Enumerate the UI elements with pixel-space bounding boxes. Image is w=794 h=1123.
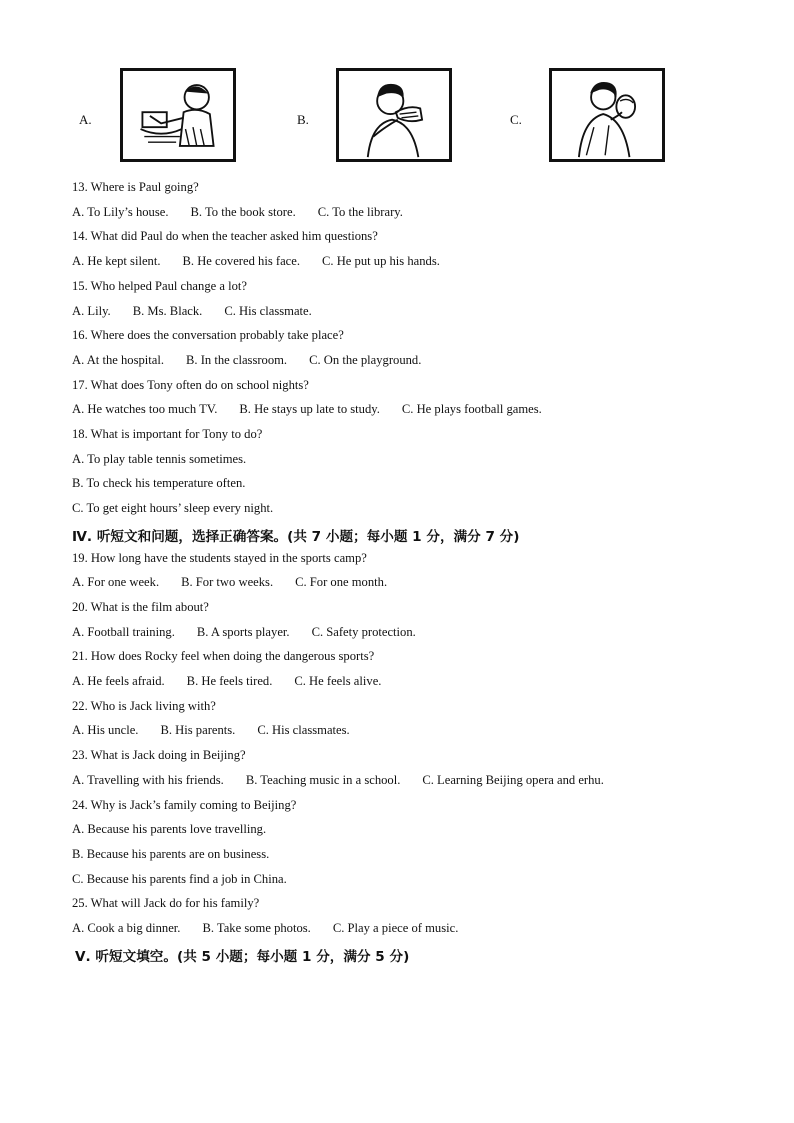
option-22c[interactable]: C. His classmates. — [257, 723, 350, 737]
question-17-options — [72, 402, 542, 417]
option-18b[interactable]: B. To check his temperature often. — [72, 476, 246, 490]
option-23b[interactable]: B. Teaching music in a school. — [245, 773, 401, 787]
option-21c[interactable]: C. He feels alive. — [294, 674, 382, 688]
option-16a[interactable]: A. At the hospital. — [72, 353, 164, 367]
question-25: 25. What will Jack do for his family? — [72, 896, 260, 910]
option-17b[interactable]: B. He stays up late to study. — [239, 402, 380, 416]
question-22-options — [72, 723, 350, 738]
option-14c[interactable]: C. He put up his hands. — [322, 254, 440, 268]
option-23c[interactable]: C. Learning Beijing opera and erhu. — [422, 773, 604, 787]
picture-options-row — [0, 68, 794, 170]
question-19-options — [72, 575, 387, 590]
option-21b[interactable]: B. He feels tired. — [186, 674, 273, 688]
option-23a[interactable]: A. Travelling with his friends. — [72, 773, 224, 787]
question-15: 15. Who helped Paul change a lot? — [72, 279, 247, 293]
option-13b[interactable]: B. To the book store. — [190, 205, 296, 219]
option-18a[interactable]: A. To play table tennis sometimes. — [72, 452, 247, 466]
question-13-options — [72, 205, 403, 220]
option-14a[interactable]: A. He kept silent. — [72, 254, 161, 268]
figure-c-label: C. — [510, 112, 522, 127]
question-20-options — [72, 625, 416, 640]
question-19: 19. How long have the students stayed in the sports camp? — [72, 551, 367, 565]
question-25-options — [72, 921, 458, 936]
person-cooking-icon — [120, 68, 236, 162]
option-22b[interactable]: B. His parents. — [160, 723, 236, 737]
question-21: 21. How does Rocky feel when doing the dangerous sports? — [72, 649, 375, 663]
person-drinking-icon — [549, 68, 665, 162]
option-25b[interactable]: B. Take some photos. — [202, 921, 311, 935]
question-14-options — [72, 254, 440, 269]
question-22: 22. Who is Jack living with? — [72, 699, 216, 713]
option-13a[interactable]: A. To Lily’s house. — [72, 205, 169, 219]
figure-b-label: B. — [297, 112, 309, 127]
option-25c[interactable]: C. Play a piece of music. — [332, 921, 459, 935]
option-20a[interactable]: A. Football training. — [72, 625, 175, 639]
option-19b[interactable]: B. For two weeks. — [181, 575, 274, 589]
question-23: 23. What is Jack doing in Beijing? — [72, 748, 246, 762]
option-14b[interactable]: B. He covered his face. — [182, 254, 300, 268]
figure-a-label: A. — [79, 112, 92, 127]
section-5-heading: Ⅴ. 听短文填空。(共 5 小题；每小题 1 分，满分 5 分) — [75, 949, 410, 965]
option-16c[interactable]: C. On the playground. — [309, 353, 422, 367]
option-19a[interactable]: A. For one week. — [72, 575, 160, 589]
option-19c[interactable]: C. For one month. — [295, 575, 388, 589]
option-21a[interactable]: A. He feels afraid. — [72, 674, 165, 688]
option-17c[interactable]: C. He plays football games. — [401, 402, 542, 416]
question-14: 14. What did Paul do when the teacher asked him questions? — [72, 229, 378, 243]
question-16: 16. Where does the conversation probably take place? — [72, 328, 344, 342]
option-15c[interactable]: C. His classmate. — [224, 304, 312, 318]
question-21-options — [72, 674, 381, 689]
option-25a[interactable]: A. Cook a big dinner. — [72, 921, 181, 935]
option-17a[interactable]: A. He watches too much TV. — [72, 402, 218, 416]
option-24a[interactable]: A. Because his parents love travelling. — [72, 822, 267, 836]
question-18: 18. What is important for Tony to do? — [72, 427, 263, 441]
question-17: 17. What does Tony often do on school nights? — [72, 378, 309, 392]
option-24c[interactable]: C. Because his parents find a job in China. — [72, 872, 287, 886]
option-15b[interactable]: B. Ms. Black. — [132, 304, 203, 318]
option-22a[interactable]: A. His uncle. — [72, 723, 139, 737]
question-20: 20. What is the film about? — [72, 600, 209, 614]
option-24b[interactable]: B. Because his parents are on business. — [72, 847, 270, 861]
option-20b[interactable]: B. A sports player. — [196, 625, 290, 639]
question-16-options — [72, 353, 421, 368]
section-4-heading: Ⅳ. 听短文和问题，选择正确答案。(共 7 小题；每小题 1 分，满分 7 分) — [72, 529, 520, 545]
question-23-options — [72, 773, 604, 788]
option-15a[interactable]: A. Lily. — [72, 304, 111, 318]
option-16b[interactable]: B. In the classroom. — [186, 353, 288, 367]
option-13c[interactable]: C. To the library. — [317, 205, 403, 219]
question-15-options — [72, 304, 312, 319]
person-eating-icon — [336, 68, 452, 162]
question-24: 24. Why is Jack’s family coming to Beijing? — [72, 798, 297, 812]
option-18c[interactable]: C. To get eight hours’ sleep every night. — [72, 501, 274, 515]
question-13: 13. Where is Paul going? — [72, 180, 199, 194]
option-20c[interactable]: C. Safety protection. — [311, 625, 416, 639]
